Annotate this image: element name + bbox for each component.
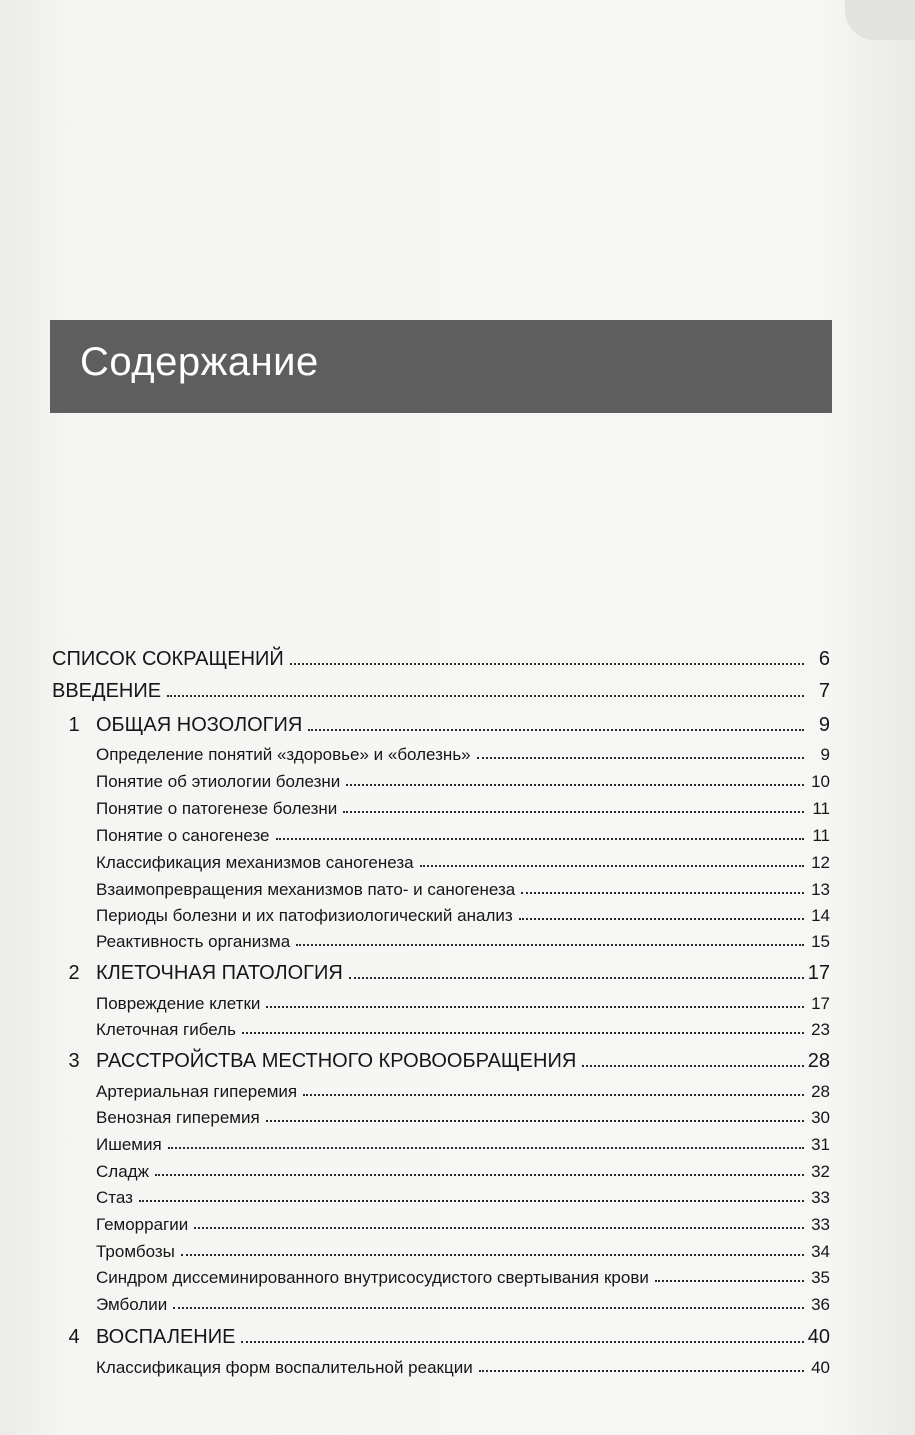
chapter-number: 3 (68, 1050, 80, 1072)
toc-item[interactable] (96, 1215, 830, 1235)
dot-leader (477, 757, 804, 759)
toc-item[interactable] (96, 745, 830, 765)
toc-item[interactable] (96, 1020, 830, 1040)
toc-page-number: 28 (807, 1050, 830, 1072)
toc-item-label: Венозная гиперемия (96, 1108, 260, 1127)
toc-page-number: 9 (818, 714, 830, 736)
toc-item[interactable] (96, 994, 830, 1014)
chapter-title: ОБЩАЯ НОЗОЛОГИЯ (96, 714, 303, 736)
toc-item-label: Классификация механизмов саногенеза (96, 853, 414, 872)
toc-item[interactable] (96, 853, 830, 873)
toc-item-label: Клеточная гибель (96, 1020, 236, 1039)
toc-entry-label: ВВЕДЕНИЕ (52, 680, 162, 702)
toc-item[interactable] (96, 1268, 830, 1288)
toc-item-label: Стаз (96, 1188, 133, 1207)
toc-item[interactable] (96, 1135, 830, 1155)
dot-leader (168, 1147, 804, 1149)
toc-item[interactable] (96, 906, 830, 926)
toc-page-number: 32 (811, 1162, 830, 1181)
toc-item[interactable] (96, 1358, 830, 1378)
dot-leader (266, 1006, 804, 1008)
toc-item-label: Понятие об этиологии болезни (96, 772, 341, 791)
dot-leader (303, 1094, 804, 1096)
toc-item-label: Реактивность организма (96, 932, 291, 951)
toc-page-number: 6 (818, 648, 830, 670)
toc-entry-introduction[interactable] (52, 680, 830, 703)
toc-page-number: 23 (811, 1020, 830, 1039)
toc-page-number: 11 (812, 826, 830, 845)
toc-item-label: Геморрагии (96, 1215, 189, 1234)
toc-item-label: Ишемия (96, 1135, 162, 1154)
chapter-number: 4 (68, 1326, 80, 1348)
chapter-title: РАССТРОЙСТВА МЕСТНОГО КРОВООБРАЩЕНИЯ (96, 1050, 577, 1072)
dot-leader (479, 1370, 804, 1372)
toc-page-number: 13 (811, 880, 830, 899)
dot-leader (519, 918, 804, 920)
toc-page-number: 36 (811, 1295, 830, 1314)
toc-item-label: Классификация форм воспалительной реакции (96, 1358, 473, 1377)
toc-entry-label: СПИСОК СОКРАЩЕНИЙ (52, 648, 284, 670)
page-corner-shadow (845, 0, 915, 40)
page-title: Содержание (80, 340, 319, 384)
toc-item[interactable] (96, 1188, 830, 1208)
dot-leader (181, 1254, 804, 1256)
toc-page-number: 11 (812, 799, 830, 818)
toc-page-number: 34 (811, 1242, 830, 1261)
toc-item-label: Артериальная гиперемия (96, 1082, 298, 1101)
toc-page-number: 10 (811, 772, 830, 791)
toc-item-label: Тромбозы (96, 1242, 175, 1261)
dot-leader (276, 838, 804, 840)
toc-item[interactable] (96, 826, 830, 846)
dot-leader (521, 892, 804, 894)
dot-leader (290, 663, 804, 665)
toc-item-label: Эмболии (96, 1295, 168, 1314)
toc-page-number: 40 (811, 1358, 830, 1377)
toc-item-label: Понятие о патогенезе болезни (96, 799, 338, 818)
dot-leader (155, 1174, 804, 1176)
dot-leader (173, 1307, 804, 1309)
toc-entry-abbreviations[interactable] (52, 648, 830, 671)
toc-item-label: Повреждение клетки (96, 994, 261, 1013)
toc-item[interactable] (96, 1082, 830, 1102)
toc-item[interactable] (96, 932, 830, 952)
toc-page-number: 33 (811, 1188, 830, 1207)
dot-leader (167, 695, 804, 697)
toc-item-label: Определение понятий «здоровье» и «болезнь» (96, 745, 471, 764)
toc-page-number: 17 (811, 994, 830, 1013)
toc-item[interactable] (96, 1295, 830, 1315)
toc-item[interactable] (96, 799, 830, 819)
toc-item-label: Синдром диссеминированного внутрисосудистого свертывания крови (96, 1268, 649, 1287)
toc-item-label: Сладж (96, 1162, 149, 1181)
dot-leader (194, 1227, 804, 1229)
toc-page-number: 14 (811, 906, 830, 925)
chapter-title: КЛЕТОЧНАЯ ПАТОЛОГИЯ (96, 962, 343, 984)
toc-page-number: 33 (811, 1215, 830, 1234)
dot-leader (296, 944, 804, 946)
chapter-title: ВОСПАЛЕНИЕ (96, 1326, 236, 1348)
dot-leader (582, 1065, 803, 1067)
toc-item-label: Понятие о саногенезе (96, 826, 270, 845)
toc-chapter-3[interactable] (52, 1050, 830, 1073)
dot-leader (349, 977, 804, 979)
dot-leader (241, 1341, 803, 1343)
dot-leader (346, 784, 804, 786)
chapter-number: 1 (68, 714, 80, 736)
toc-page-number: 9 (820, 745, 830, 764)
toc-chapter-4[interactable] (52, 1326, 830, 1349)
toc-item[interactable] (96, 1242, 830, 1262)
toc-page-number: 7 (818, 680, 830, 702)
toc-page-number: 12 (811, 853, 830, 872)
toc-page-number: 15 (811, 932, 830, 951)
toc-item-label: Периоды болезни и их патофизиологический анализ (96, 906, 513, 925)
dot-leader (655, 1280, 804, 1282)
dot-leader (242, 1032, 804, 1034)
toc-chapter-2[interactable] (52, 962, 830, 985)
toc-item-label: Взаимопревращения механизмов пато- и саногенеза (96, 880, 516, 899)
dot-leader (139, 1200, 804, 1202)
toc-item[interactable] (96, 772, 830, 792)
dot-leader (343, 811, 804, 813)
toc-page-number: 40 (807, 1326, 830, 1348)
dot-leader (308, 729, 804, 731)
dot-leader (420, 865, 804, 867)
toc-page-number: 31 (811, 1135, 830, 1154)
chapter-number: 2 (68, 962, 80, 984)
toc-chapter-1[interactable] (52, 714, 830, 737)
toc-item[interactable] (96, 1162, 830, 1182)
toc-item[interactable] (96, 880, 830, 900)
toc-page-number: 35 (811, 1268, 830, 1287)
toc-item[interactable] (96, 1108, 830, 1128)
toc-page-number: 28 (811, 1082, 830, 1101)
dot-leader (266, 1120, 804, 1122)
toc-page-number: 17 (807, 962, 830, 984)
toc-page-number: 30 (811, 1108, 830, 1127)
